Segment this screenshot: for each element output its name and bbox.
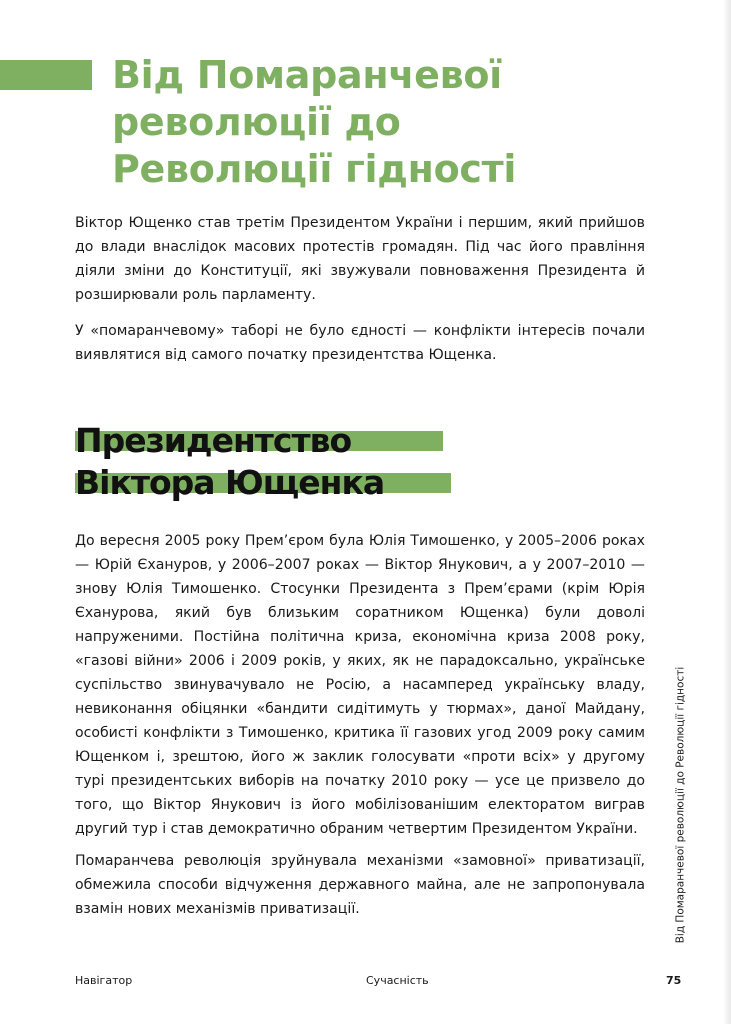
section-title-line-1 — [75, 420, 495, 462]
footer-publication-name: Навігатор — [75, 974, 133, 987]
side-running-title — [669, 666, 691, 944]
page-edge-shadow — [723, 0, 731, 1024]
section-paragraph-1: До вересня 2005 року Прем’єром була Юлія Тимошенко, у 2005–2006 роках — Юрій Єхануров, у 2006–2007 роках — Віктор Янукович, а у 2007–2010 — знову Юлія Тимошенко. Стосунки Президента з Прем’єрами (крім Юрія Єханурова, який був близьким соратником Ющенка) були доволі напруженими. Постійна політична криза, економічна криза 2008 року, «газові війни» 2006 і 2009 років, у яких, як не парадоксально, українське суспільство звинувачувало не Росію, а насамперед українську владу, невиконання обіцянки «бандити сидітимуть у тюрмах», даної Майдану, особисті конфлікти з Тимошенко, критика її газових угод 2009 року самим Ющенком і, зрештою, його ж заклик голосувати «проти всіх» у другому турі президентських виборів на початку 2010 року — усе це призвело до того, що Віктор Янукович із його мобілізованішим електоратом виграв другий тур і став демократично обраним четвертим Президентом України. — [75, 533, 645, 837]
section-title-line-2 — [75, 462, 495, 504]
chapter-accent-bar — [0, 60, 92, 90]
chapter-title-line-3: Революції гідності — [112, 147, 517, 191]
section-title-text-2: Віктора Ющенка — [75, 463, 385, 502]
chapter-title — [112, 52, 672, 193]
footer-page-number: 75 — [666, 974, 682, 987]
footer-section-name: Сучасність — [366, 974, 429, 987]
chapter-title-line-1: Від Помаранчевої — [112, 53, 502, 97]
section-title-text-1: Президентство — [75, 421, 352, 460]
chapter-title-line-2: революції до — [112, 100, 401, 144]
section-title — [75, 420, 495, 504]
intro-paragraph-1: Віктор Ющенко став третім Президентом України і першим, який прийшов до влади внаслідок масових протестів громадян. Під час його правління діяли зміни до Конституції, які звужували повноваження Президента й розширювали роль парламенту. — [75, 215, 645, 303]
intro-paragraph-2: У «помаранчевому» таборі не було єдності — конфлікти інтересів почали виявлятися від самого початку президентства Ющенка. — [75, 323, 645, 363]
section-paragraph-2: Помаранчева революція зруйнувала механізми «замовної» приватизації, обмежила способи відчуження державного майна, але не запропонувала взамін нових механізмів приватизації. — [75, 853, 645, 917]
side-running-title-text: Від Помаранчевої революції до Революції гідності — [674, 666, 686, 944]
